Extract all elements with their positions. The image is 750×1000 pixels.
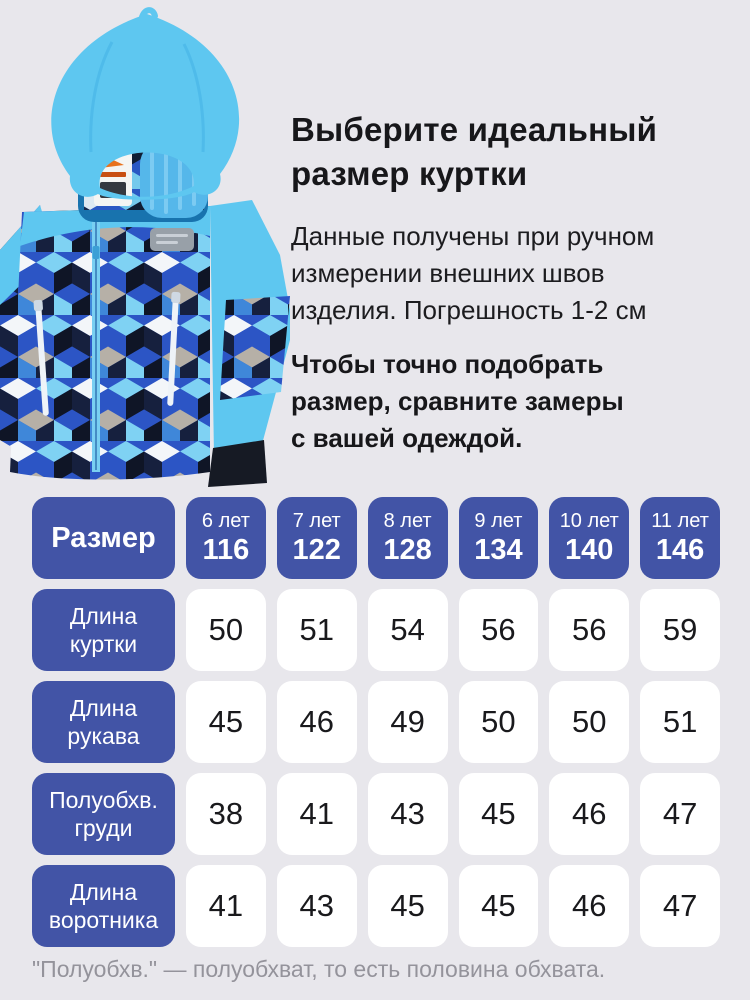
row-label-jacket-length: [32, 589, 175, 671]
size-table-corner: [32, 497, 175, 579]
age-label: 8 лет: [383, 510, 432, 532]
value-text: 47: [662, 796, 698, 831]
advice-line: Чтобы точно подобрать: [291, 349, 604, 379]
size-column-header-134: [459, 497, 539, 579]
intro-text-block: [291, 108, 741, 457]
size-value-cell: [277, 773, 357, 855]
size-number: 122: [292, 534, 341, 566]
value-text: 56: [481, 612, 516, 647]
size-value-cell: [640, 865, 720, 947]
size-number: 116: [202, 534, 250, 566]
age-label: 10 лет: [559, 510, 619, 532]
value-text: 47: [662, 888, 698, 923]
size-value-cell: [459, 865, 539, 947]
size-number: 146: [655, 534, 705, 566]
corner-label: Размер: [51, 521, 156, 554]
advice-line: размер, сравните замеры: [291, 386, 624, 416]
value-text: 50: [481, 704, 516, 739]
description-line: измерении внешних швов: [291, 258, 605, 288]
size-value-cell: [549, 589, 629, 671]
row-label-chest-half-girth: [32, 773, 175, 855]
size-number: 134: [474, 534, 523, 566]
jacket-illustration: [0, 0, 290, 495]
age-label: 7 лет: [292, 510, 341, 532]
age-label: 9 лет: [474, 510, 523, 532]
page-title: [291, 108, 741, 196]
size-value-cell: [640, 589, 720, 671]
size-value-cell: [640, 681, 720, 763]
value-text: 45: [208, 704, 244, 739]
value-text: 45: [481, 796, 516, 831]
size-value-cell: [277, 681, 357, 763]
size-value-cell: [459, 681, 539, 763]
value-text: 41: [299, 796, 334, 831]
size-value-cell: [368, 681, 448, 763]
size-value-cell: [186, 681, 266, 763]
value-text: 41: [208, 888, 244, 923]
size-column-header-122: [277, 497, 357, 579]
value-text: 49: [390, 704, 425, 739]
size-column-header-140: [549, 497, 629, 579]
size-value-cell: [186, 589, 266, 671]
value-text: 46: [572, 888, 607, 923]
title-line: размер куртки: [291, 155, 528, 192]
jacket-photo: [0, 0, 290, 495]
value-text: 46: [299, 704, 334, 739]
row-label-collar-length: [32, 865, 175, 947]
value-text: 51: [299, 612, 334, 647]
size-value-cell: [368, 589, 448, 671]
title-line: Выберите идеальный: [291, 111, 658, 148]
size-value-cell: [640, 773, 720, 855]
jacket-zipper: [92, 212, 100, 472]
value-text: 38: [208, 796, 244, 831]
jacket-badge: [150, 228, 194, 251]
value-text: 56: [572, 612, 607, 647]
footnote: "Полуобхв." — полуобхват, то есть половина обхвата.: [32, 956, 606, 982]
size-value-cell: [186, 865, 266, 947]
description-line: изделия. Погрешность 1-2 см: [291, 295, 647, 325]
size-value-cell: [368, 773, 448, 855]
description-line: Данные получены при ручном: [291, 221, 655, 251]
measurement-description: [291, 218, 741, 329]
value-text: 45: [390, 888, 425, 923]
value-text: 46: [572, 796, 607, 831]
size-value-cell: [549, 773, 629, 855]
row-label-text: Длина воротника: [48, 879, 159, 933]
size-value-cell: [277, 865, 357, 947]
size-value-cell: [549, 681, 629, 763]
row-label-text: Длина рукава: [67, 695, 140, 749]
value-text: 50: [572, 704, 607, 739]
row-label-text: Полуобхв. груди: [49, 787, 158, 841]
jacket-body: [0, 200, 290, 487]
size-number: 128: [383, 534, 432, 566]
size-value-cell: [549, 865, 629, 947]
age-label: 11 лет: [651, 510, 709, 532]
value-text: 59: [662, 612, 698, 647]
size-table: [32, 497, 720, 947]
row-label-sleeve-length: [32, 681, 175, 763]
size-value-cell: [277, 589, 357, 671]
size-value-cell: [186, 773, 266, 855]
value-text: 54: [390, 612, 425, 647]
value-text: 43: [299, 888, 334, 923]
size-value-cell: [459, 589, 539, 671]
size-column-header-116: [186, 497, 266, 579]
value-text: 51: [662, 704, 698, 739]
fit-advice: [291, 346, 741, 457]
row-label-text: Длина куртки: [69, 603, 138, 657]
value-text: 50: [208, 612, 244, 647]
size-value-cell: [459, 773, 539, 855]
advice-line: с вашей одеждой.: [291, 423, 523, 453]
age-label: 6 лет: [201, 510, 250, 532]
size-column-header-128: [368, 497, 448, 579]
size-value-cell: [368, 865, 448, 947]
size-number: 140: [565, 534, 614, 566]
value-text: 43: [390, 796, 425, 831]
size-column-header-146: [640, 497, 720, 579]
value-text: 45: [481, 888, 516, 923]
